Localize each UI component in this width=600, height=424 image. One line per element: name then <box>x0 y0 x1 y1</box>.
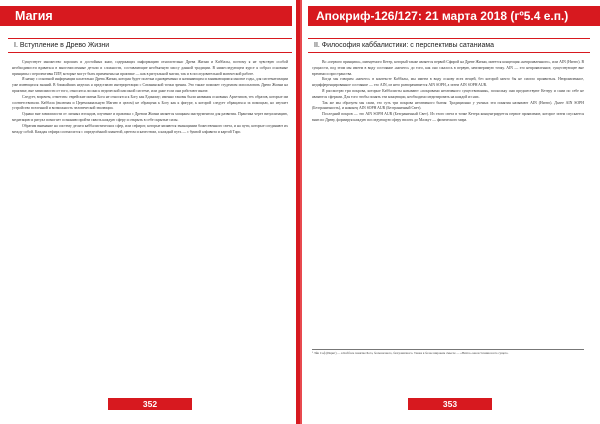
left-section-heading-box <box>8 38 292 53</box>
right-page-edge <box>300 0 302 424</box>
paragraph: Однако вне зависимости от личных взглядов, изучение и практика с Древом Жизни является мощным инструментом для развития. Практика через визуализацию, медитацию и ритуал помогает сознанию пройти сквозь каждую сферу и открыть в себе скрытые силы. <box>12 112 288 122</box>
right-body-text <box>312 60 584 124</box>
left-body-text <box>12 60 288 135</box>
paragraph: Когда мы говорим «ничего» в контексте Каббалы, мы имеем в виду основу всех вещей, без которой ничто бы не смогло проявиться. Непроявленное, недифференцированное состояние — это AIN, из него разворачивается AIN SOPH, а затем AIN SOPH AUR. <box>312 77 584 88</box>
left-page-number: 352 <box>108 398 192 410</box>
right-section-title: II. Философия каббалистики: с перспективы сатаниама <box>314 42 495 49</box>
right-section-heading-box <box>308 38 590 53</box>
paragraph: Я рассмотрю три покрова, которые Каббалисты называют «покровами негативного существования», поскольку они предшествуют Кетеру и сами по себе не являются сферами. Для того чтобы понять эти концепции, необходимо медитировать на каждой из них. <box>312 88 584 99</box>
paragraph: Обратим внимание на систему десяти каббалистических сфер, или сефирот, которые являются эманациями божественного света, и на пути, которые соединяют их между собой. Каждая сефира соотносится с определённой планетой, цветом и качеством, а каждый путь — с буквой алфавита и картой Таро. <box>12 123 288 134</box>
paragraph: Так же мы образуем мы сами, это суть три покрова негативного бытия: Традиционно у ученых эти понятия называют AIN (Ничто). Далее AIN SOPH (Безграничность), и наконец AIN SOPH AUR (Безграничный Свет). <box>312 100 584 111</box>
right-page <box>300 0 600 424</box>
paragraph: Я начну с основной информации касательно Древа Жизни, которая будет полезна одновременно и начинающим и занимающимся многие годы, для систематизации уже имеющихся знаний. В ближайших неделях я представлю интерпретации с Сатанинской точки зрения. Это также поможет студентам использовать Древо Жизни на практике, вне зависимости от того, относятся ли они к ведической или иной системе, или даже если они работают иначе. <box>12 77 288 93</box>
left-page-header: Магия <box>0 6 292 26</box>
paragraph: Последний покров — это AIN SOPH AUR (Безграничный Свет). Из этого света в точке Кетера концентрируется первое проявление, которое затем спускается вниз по Древу, формируя каждую последующую сферу вплоть до Малкут — физического мира. <box>312 112 584 122</box>
footnote-text: ¹ Эйн Соф (Иврит) — в Каббале понятие Бога, бесконечного, безграничного. Также в более широком смысле — «Ничто» как источник всего сущего. <box>312 351 509 355</box>
left-section-title: I. Вступление в Древо Жизни <box>14 42 110 49</box>
right-page-header: Апокриф-126/127: 21 марта 2018 (гº5.4 е.п.) <box>308 6 600 26</box>
paragraph: Во «первого принципа», именуемого Кетер, который также является первой Сфирой на Древе Жизни, имеется концепция «непроявленного», или AIN (Ничто). В сущности, под этим мы имеем в виду состояние «ничего» до того, как оно сжалось в первую, неизмеримую точку. AIN — это непроявленное, существующее вне времени и пространства. <box>312 60 584 76</box>
paragraph: Следует, впрочем, отметить: еврейские имена Бога не относятся к Богу как Единому; именно таковы были названия основных Архетипов, тех образов, которые им соответствовали. Каббала (включая и Церемониальную Магию в целом) не обращена к Богу как к фигуре, к которой следует обращаться за помощью, но изучает устройство вселенной и возможность человеческой эволюции. <box>12 94 288 111</box>
paragraph: Существует множество хороших и достойных книг, содержащих информацию относительно Древа Жизни и Каббалы, поэтому я не чувствую особой необходимости вдаваться в многочисленные детали и сложности, составляющие необъятную массу данной традиции. В нижеследующем курсе я собрал основные принципы с перспективы ПЛР, которые могут быть применены на практике — как в ритуальной магии, так и в последовательной магической работе. <box>12 60 288 76</box>
footnote <box>312 349 584 355</box>
right-page-number: 353 <box>408 398 492 410</box>
